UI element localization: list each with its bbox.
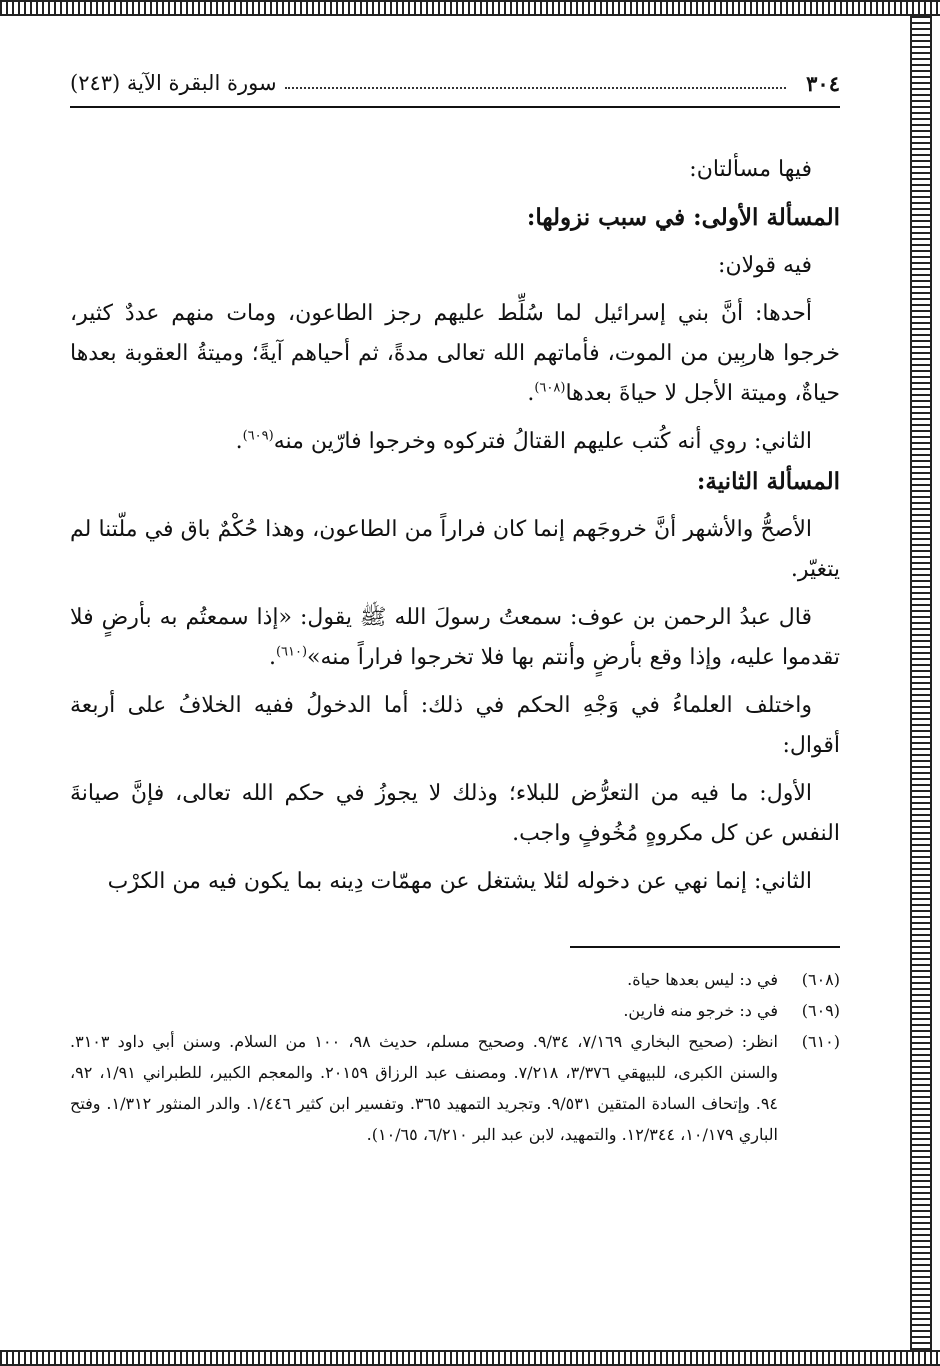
question-two-paragraph-1: الأصحُّ والأشهر أنَّ خروجَهم إنما كان فراراً من الطاعون، وهذا حُكْمٌ باق في ملّتنا لم يتغيّر. xyxy=(70,517,840,582)
footnote-separator xyxy=(570,946,840,948)
decorative-border-bottom xyxy=(0,1350,940,1366)
decorative-border-top xyxy=(0,0,940,16)
footnotes xyxy=(70,964,840,1150)
footnote-text: في د: خرجو منه فارين. xyxy=(623,1001,778,1020)
footnote-ref-608[interactable]: (٦٠٨) xyxy=(534,380,566,396)
footnote-text: انظر: (صحيح البخاري ٧/١٦٩، ٩/٣٤. وصحيح مسلم، حديث ٩٨، ١٠٠ من السلام. وسنن أبي داود ٣١٠٣. والسنن الكبرى، للبيهقي ٣/٣٧٦، ٧/٢١٨. ومصنف عبد الرزاق ٢٠١٥٩. والمعجم الكبير، للطبراني ١/٩١، ٩٢، ٩٤. وإتحاف السادة المتقين ٩/٥٣١. وتجريد التمهيد ٣٦٥. وتفسير ابن كثير ١/٤٤٦. والدر المنثور ١/٣١٢. وفتح الباري ١٠/١٧٩، ١٢/٣٤٤. والتمهيد، لابن عبد البر ٦/٢١٠، ١٠/٦٥). xyxy=(70,1032,779,1144)
question-two-paragraph-3: واختلف العلماءُ في وَجْهِ الحكم في ذلك: أما الدخولُ ففيه الخلافُ على أربعة أقوال: xyxy=(70,693,840,758)
footnote-number: (٦٠٨) xyxy=(801,970,840,989)
page-number: ٣٠٤ xyxy=(806,70,840,96)
second-opinion-end: . xyxy=(235,429,243,454)
decorative-border-right xyxy=(910,16,932,1350)
hadith-text: قال عبدُ الرحمن بن عوف: سمعتُ رسولَ الله ﷺ يقول: «إذا سمعتُم به بأرضٍ فلا تقدموا عليه، وإذا وقع بأرضٍ وأنتم بها فلا تخرجوا فراراً منه» xyxy=(70,605,840,670)
first-opinion-end: . xyxy=(527,381,535,406)
question-two-paragraph-5: الثاني: إنما نهي عن دخوله لئلا يشتغل عن مهمّات دِينه بما يكون فيه من الكرْب xyxy=(107,869,812,894)
question-one-heading: المسألة الأولى: في سبب نزولها: xyxy=(526,204,840,231)
question-two-paragraph-4: الأول: ما فيه من التعرُّض للبلاء؛ وذلك لا يجوزُ في حكم الله تعالى، فإنَّ صيانةَ النفس عن كل مكروهٍ مُخُوفٍ واجب. xyxy=(70,781,840,846)
question-one-second-opinion xyxy=(70,422,840,462)
footnote-number: (٦١٠) xyxy=(801,1032,840,1051)
header-leader-dots xyxy=(285,77,787,89)
footnote-ref-609[interactable]: (٦٠٩) xyxy=(242,428,274,444)
footnote-item xyxy=(70,964,840,995)
hadith-end: . xyxy=(268,645,276,670)
question-two-hadith xyxy=(70,598,840,678)
intro-line: فيها مسألتان: xyxy=(689,157,812,182)
question-one-first-opinion xyxy=(70,294,840,414)
second-opinion-text: الثاني: روي أنه كُتب عليهم القتالُ فتركوه وخرجوا فارّين منه xyxy=(273,429,812,454)
page-content xyxy=(70,60,840,1150)
running-header xyxy=(70,60,840,108)
running-title: سورة البقرة الآية (٢٤٣) xyxy=(70,71,277,95)
footnote-item xyxy=(70,995,840,1026)
footnote-number: (٦٠٩) xyxy=(801,1001,840,1020)
first-opinion-text: أحدها: أنَّ بني إسرائيل لما سُلِّط عليهم رجز الطاعون، ومات منهم عددٌ كثير، خرجوا هاربِين من الموت، فأماتهم الله تعالى مدةً، ثم أحياهم آيةً؛ وميتةُ العقوبة بعدها حياةٌ، وميتة الأجل لا حياةَ بعدها xyxy=(70,301,840,406)
question-two-heading: المسألة الثانية: xyxy=(696,468,840,495)
footnote-item xyxy=(70,1026,840,1150)
footnote-ref-610[interactable]: (٦١٠) xyxy=(275,644,308,660)
footnote-text: في د: ليس بعدها حياة. xyxy=(627,970,778,989)
question-one-subheading: فيه قولان: xyxy=(718,253,812,278)
